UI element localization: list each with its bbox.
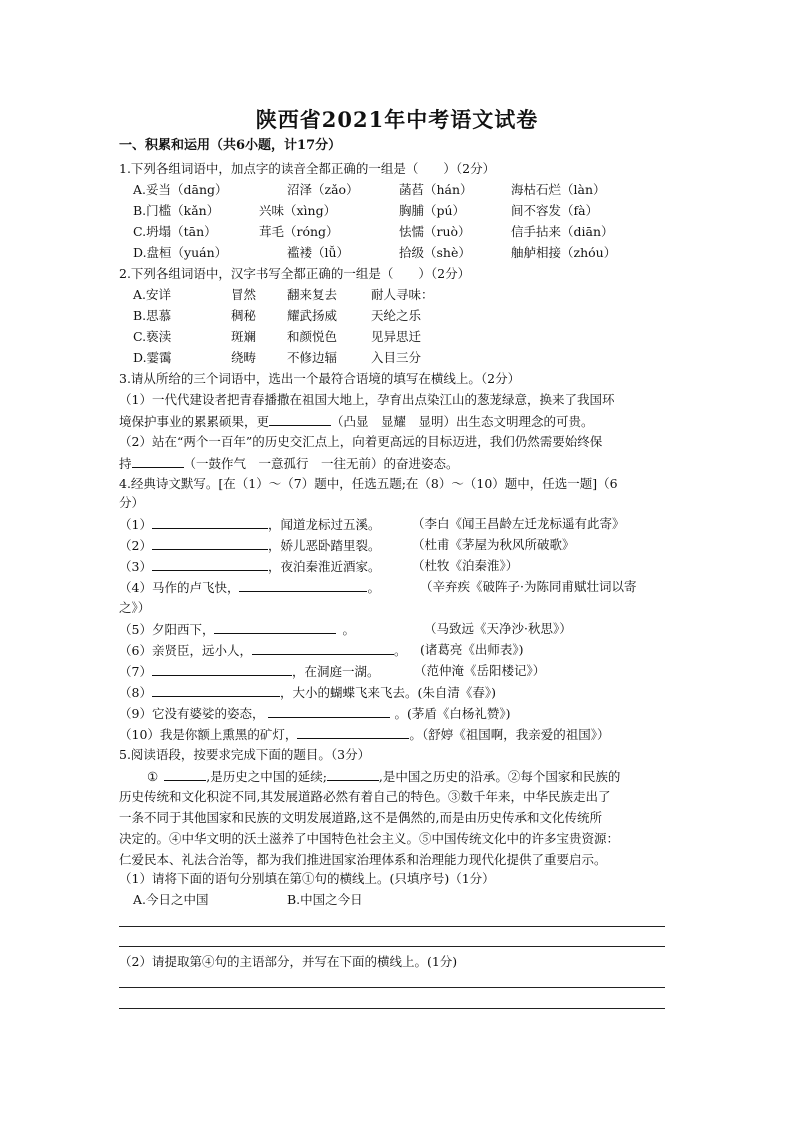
q4-4-blank[interactable] [239, 579, 367, 592]
q4-9-post: 。 [394, 706, 407, 721]
q1-c-3: 怯懦（ruò） [399, 224, 471, 239]
q3-p2-line1: （2）站在“两个一百年”的历史交汇点上，向着更高远的目标迈进，我们仍然需要始终保 [119, 434, 603, 449]
q2-c-3: 和颜悦色 [287, 329, 338, 344]
q4-10-blank[interactable] [297, 726, 409, 739]
q5-passage-line4: 决定的。④中华文明的沃土滋养了中国特色社会主义。⑤中国传统文化中的许多宝贵资源： [119, 831, 620, 846]
q1-c-2: 茸毛（róng） [259, 224, 339, 239]
q4-item-8 [119, 684, 496, 701]
answer-line-1[interactable] [119, 926, 665, 927]
q4-2-source: （杜甫《茅屋为秋风所破歌》 [412, 537, 575, 552]
q4-item-4 [119, 579, 380, 596]
q4-10-post: 。 [409, 727, 422, 742]
q4-3-blank[interactable] [152, 558, 268, 571]
q3-p1-post: （凸显 显耀 显明）出生态文明理念的可贵。 [331, 414, 594, 429]
q4-7-num: （7） [119, 664, 152, 679]
q4-7-blank[interactable] [152, 663, 292, 676]
q4-8-num: （8） [119, 685, 152, 700]
q1-c-1: C.坍塌（tān） [133, 224, 217, 239]
q4-3-source: （杜牧《泊秦淮》） [412, 558, 519, 573]
section-heading: 一、积累和运用（共6小题，计17分） [119, 138, 342, 153]
q4-5-blank[interactable] [214, 621, 336, 634]
q4-item-7 [119, 663, 379, 680]
q5-passage-line2: 历史传统和文化积淀不同,其发展道路必然有着自己的特色。③数千年来，中华民族走出了 [119, 789, 611, 804]
q2-d-4: 入目三分 [371, 350, 422, 365]
q2-d-2: 绕畴 [231, 350, 257, 365]
q5-sub1-stem: （1）请将下面的语句分别填在第①句的横线上。(只填序号)（1分） [119, 871, 495, 886]
q4-8-post: ，大小的蝴蝶飞来飞去。 [279, 685, 418, 700]
answer-line-3[interactable] [119, 987, 665, 988]
q5-passage-line1 [147, 768, 620, 785]
q1-b-4: 间不容发（fà） [511, 203, 599, 218]
q4-3-text: ，夜泊秦淮近酒家。 [267, 559, 381, 574]
q4-item-10 [119, 726, 609, 743]
q4-4-post: 。 [367, 580, 380, 595]
q4-stem-line1: 4.经典诗文默写。[在（1）～（7）题中，任选五题;在（8）～（10）题中，任选一题]（6 [119, 476, 618, 491]
q5-passage-seg-c: ,是中国之历史的沿承。②每个国家和民族的 [378, 769, 621, 784]
q4-5-pre: （5）夕阳西下， [119, 622, 215, 637]
q4-item-5 [119, 621, 355, 638]
q5-stem: 5.阅读语段，按要求完成下面的题目。（3分） [119, 747, 371, 762]
q1-b-1: B.门槛（kǎn） [133, 203, 220, 218]
q4-4-source-cont: 之》） [119, 600, 151, 615]
q4-1-text: ，闻道龙标过五溪。 [267, 517, 381, 532]
q4-4-pre: （4）马作的卢飞快， [119, 580, 240, 595]
q1-d-3: 拾级（shè） [399, 245, 471, 260]
q4-7-source: （范仲淹《岳阳楼记》） [414, 663, 546, 678]
q2-b-1: B.思慕 [133, 308, 172, 323]
q3-p2-pre: 持 [119, 456, 132, 471]
q2-b-4: 天纶之乐 [371, 308, 422, 323]
q2-d-1: D.霎霭 [133, 350, 172, 365]
q4-1-blank[interactable] [152, 516, 268, 529]
q4-9-blank[interactable] [268, 705, 390, 718]
q3-p1-line1: （1）一代代建设者把青春播撒在祖国大地上，孕育出点染江山的葱茏绿意，换来了我国环 [119, 392, 615, 407]
q4-6-source: (诸葛亮《出师表》) [420, 642, 524, 657]
q4-10-source: （舒婷《祖国啊，我亲爱的祖国》） [421, 727, 610, 742]
q4-9-pre: （9）它没有婆娑的姿态， [119, 706, 265, 721]
q4-8-blank[interactable] [152, 684, 280, 697]
q5-sub1-option-a: A.今日之中国 [133, 892, 209, 907]
q5-blank-1[interactable] [164, 768, 206, 781]
q2-a-2: 冒然 [231, 287, 257, 302]
q1-a-1: A.妥当（dāng） [133, 182, 228, 197]
q1-stem: 1.下列各组词语中，加点字的读音全都正确的一组是（ ）（2分） [119, 161, 496, 176]
q5-passage-line5: 仁爱民本、礼法合治等，都为我们推进国家治理体系和治理能力现代化提供了重要启示。 [119, 852, 607, 867]
q2-b-2: 稠秘 [231, 308, 257, 323]
q4-1-num: （1） [119, 517, 152, 532]
answer-line-2[interactable] [119, 946, 665, 947]
q4-stem-line2: 分） [119, 495, 145, 510]
q2-c-4: 见异思迁 [371, 329, 422, 344]
q1-d-1: D.盘桓（yuán） [133, 245, 228, 260]
q2-d-3: 不修边辐 [287, 350, 338, 365]
q4-2-text: ，娇儿恶卧踏里裂。 [267, 538, 381, 553]
q4-7-post: ，在洞庭一湖。 [291, 664, 380, 679]
q5-sub2-stem: （2）请提取第④句的主语部分，并写在下面的横线上。(1分) [119, 954, 458, 969]
q3-p1-pre: 境保护事业的累累硕果，更 [119, 414, 270, 429]
q1-a-3: 菡萏（hán） [399, 182, 473, 197]
q4-10-pre: （10）我是你额上熏黑的矿灯， [119, 727, 298, 742]
q2-a-3: 翻来复去 [287, 287, 338, 302]
q4-5-source: （马致远《天净沙·秋思》） [424, 621, 572, 636]
page-title: 陕西省2021年中考语文试卷 [255, 107, 539, 132]
q3-p2-line2 [119, 455, 459, 472]
q1-b-3: 胸脯（pú） [399, 203, 466, 218]
q5-passage-seg-b: ,是历史之中国的延续; [206, 769, 327, 784]
answer-line-4[interactable] [119, 1008, 665, 1009]
q1-c-4: 信手拈来（diān） [511, 224, 614, 239]
q2-b-3: 耀武扬威 [287, 308, 338, 323]
q2-a-4: 耐人寻味： [371, 287, 434, 302]
q4-item-2 [119, 537, 380, 554]
q3-blank-1[interactable] [269, 413, 331, 426]
q4-4-source: （辛弃疾《破阵子·为陈同甫赋壮词以寄 [420, 579, 637, 594]
q4-5-post: 。 [342, 622, 355, 637]
q2-stem: 2.下列各组词语中，汉字书写全都正确的一组是（ ）（2分） [119, 266, 471, 281]
q3-p1-line2 [119, 413, 594, 430]
q3-stem: 3.请从所给的三个词语中，选出一个最符合语境的填写在横线上。（2分） [119, 371, 521, 386]
q4-6-blank[interactable] [252, 642, 394, 655]
q1-d-2: 褴褛（lǚ） [287, 245, 350, 260]
q2-c-1: C.亵渎 [133, 329, 172, 344]
q4-3-num: （3） [119, 559, 152, 574]
q4-item-9 [119, 705, 511, 722]
q4-1-source: （李白《闻王昌龄左迁龙标遥有此寄》 [412, 516, 625, 531]
q3-blank-2[interactable] [132, 455, 184, 468]
q3-p2-post: （一鼓作气 一意孤行 一往无前）的奋进姿态。 [183, 456, 459, 471]
q4-2-blank[interactable] [152, 537, 268, 550]
q1-a-2: 沼泽（zǎo） [287, 182, 359, 197]
q5-sub1-option-b: B.中国之今日 [287, 892, 363, 907]
q4-item-1 [119, 516, 380, 533]
q5-passage-line3: 一条不同于其他国家和民族的文明发展道路,这不是偶然的,而是由历史传承和文化传统所 [119, 810, 602, 825]
q1-a-4: 海枯石烂（làn） [511, 182, 606, 197]
q1-d-4: 舳舻相接（zhóu） [511, 245, 617, 260]
q4-2-num: （2） [119, 538, 152, 553]
q4-8-source: (朱自清《春》) [417, 685, 496, 700]
q5-blank-2[interactable] [327, 768, 379, 781]
q4-6-pre: （6）亲贤臣，远小人， [119, 643, 252, 658]
q4-item-3 [119, 558, 380, 575]
q2-a-1: A.安详 [133, 287, 172, 302]
q4-6-post: 。 [393, 643, 407, 658]
q4-item-6 [119, 642, 406, 659]
q2-c-2: 斑斓 [231, 329, 257, 344]
q4-9-source: (茅盾《白杨礼赞》) [406, 706, 511, 721]
q1-b-2: 兴味（xìng） [259, 203, 337, 218]
q5-marker-1: ① [147, 769, 159, 784]
